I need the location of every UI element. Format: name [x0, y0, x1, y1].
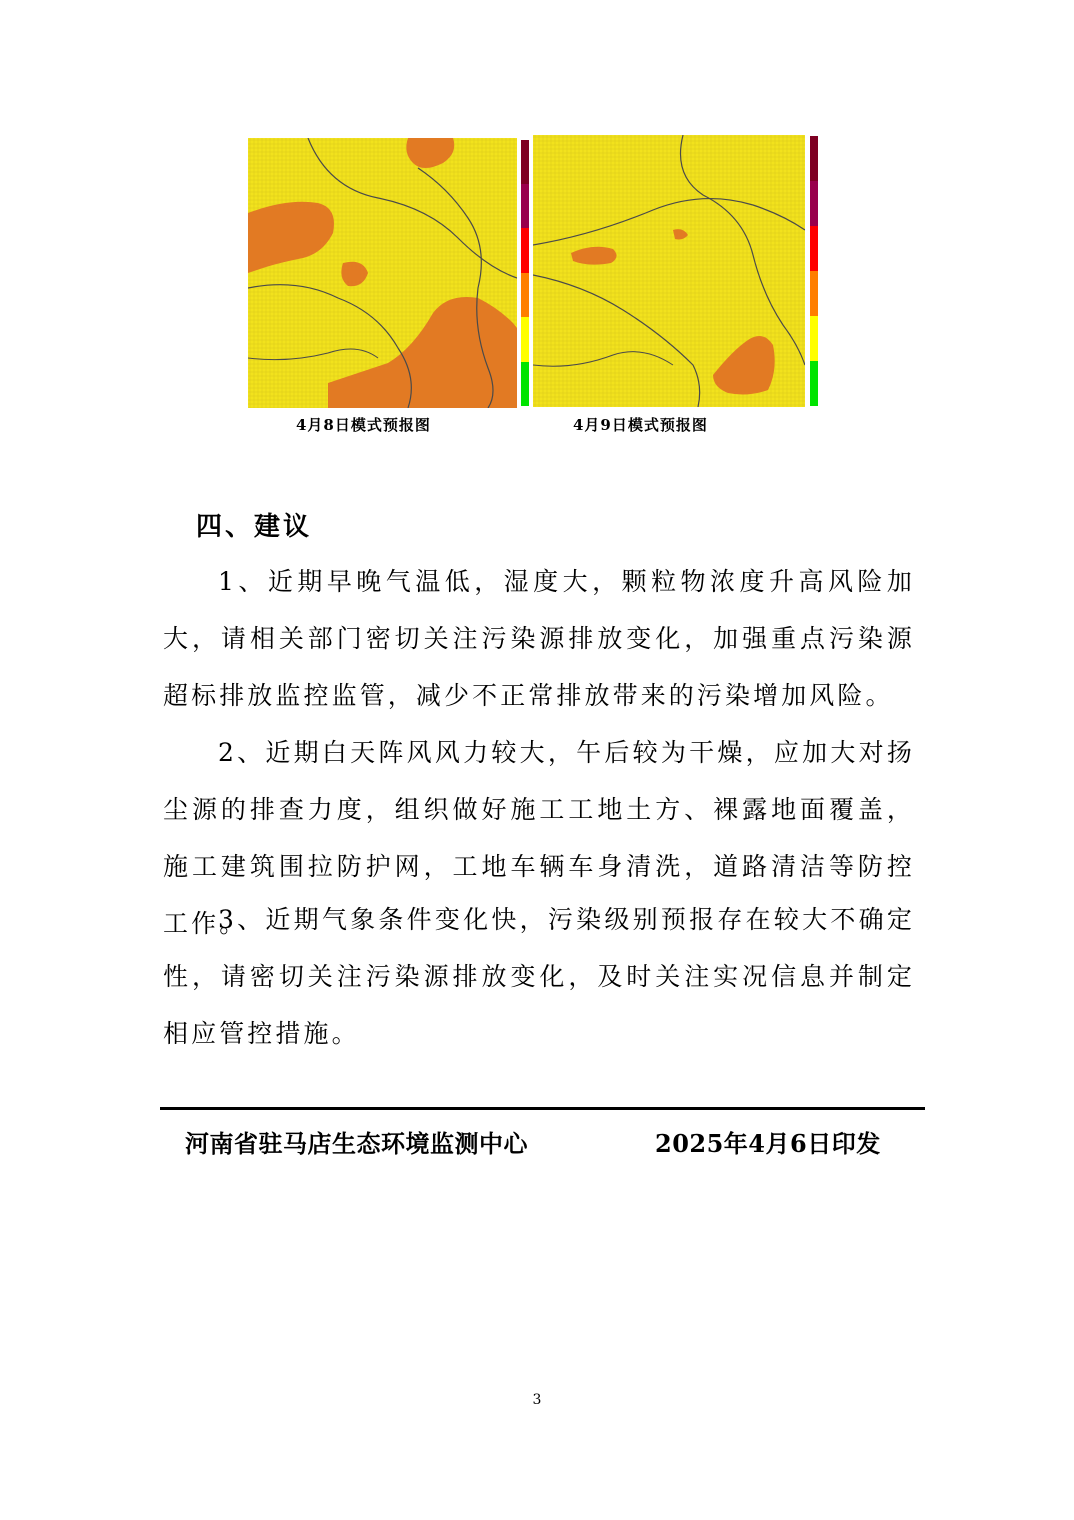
forecast-map-apr8 [248, 138, 517, 408]
color-legend-1 [521, 140, 529, 406]
color-legend-2 [810, 136, 818, 406]
map-caption-apr8: 4月8日模式预报图 [296, 416, 431, 434]
issue-date: 2025年4月6日印发 [655, 1129, 881, 1158]
issuing-organization: 河南省驻马店生态环境监测中心 [185, 1129, 528, 1158]
suggestion-paragraph-1: 1、近期早晚气温低，湿度大，颗粒物浓度升高风险加大，请相关部门密切关注污染源排放变化，加强重点污染源超标排放监控监管，减少不正常排放带来的污染增加风险。 [163, 567, 915, 710]
suggestion-paragraph-2: 2、近期白天阵风风力较大，午后较为干燥，应加大对扬尘源的排查力度，组织做好施工工地土方、裸露地面覆盖，施工建筑围拉防护网，工地车辆车身清洗，道路清洁等防控工作。 [163, 738, 915, 938]
forecast-map-apr9 [533, 135, 805, 407]
footer-divider [160, 1107, 925, 1110]
page-number: 3 [532, 1392, 542, 1408]
suggestion-paragraph-3: 3、近期气象条件变化快，污染级别预报存在较大不确定性，请密切关注污染源排放变化，及时关注实况信息并制定相应管控措施。 [163, 905, 915, 1048]
map-caption-apr9: 4月9日模式预报图 [573, 416, 708, 434]
section-heading: 四、建议 [196, 512, 313, 542]
